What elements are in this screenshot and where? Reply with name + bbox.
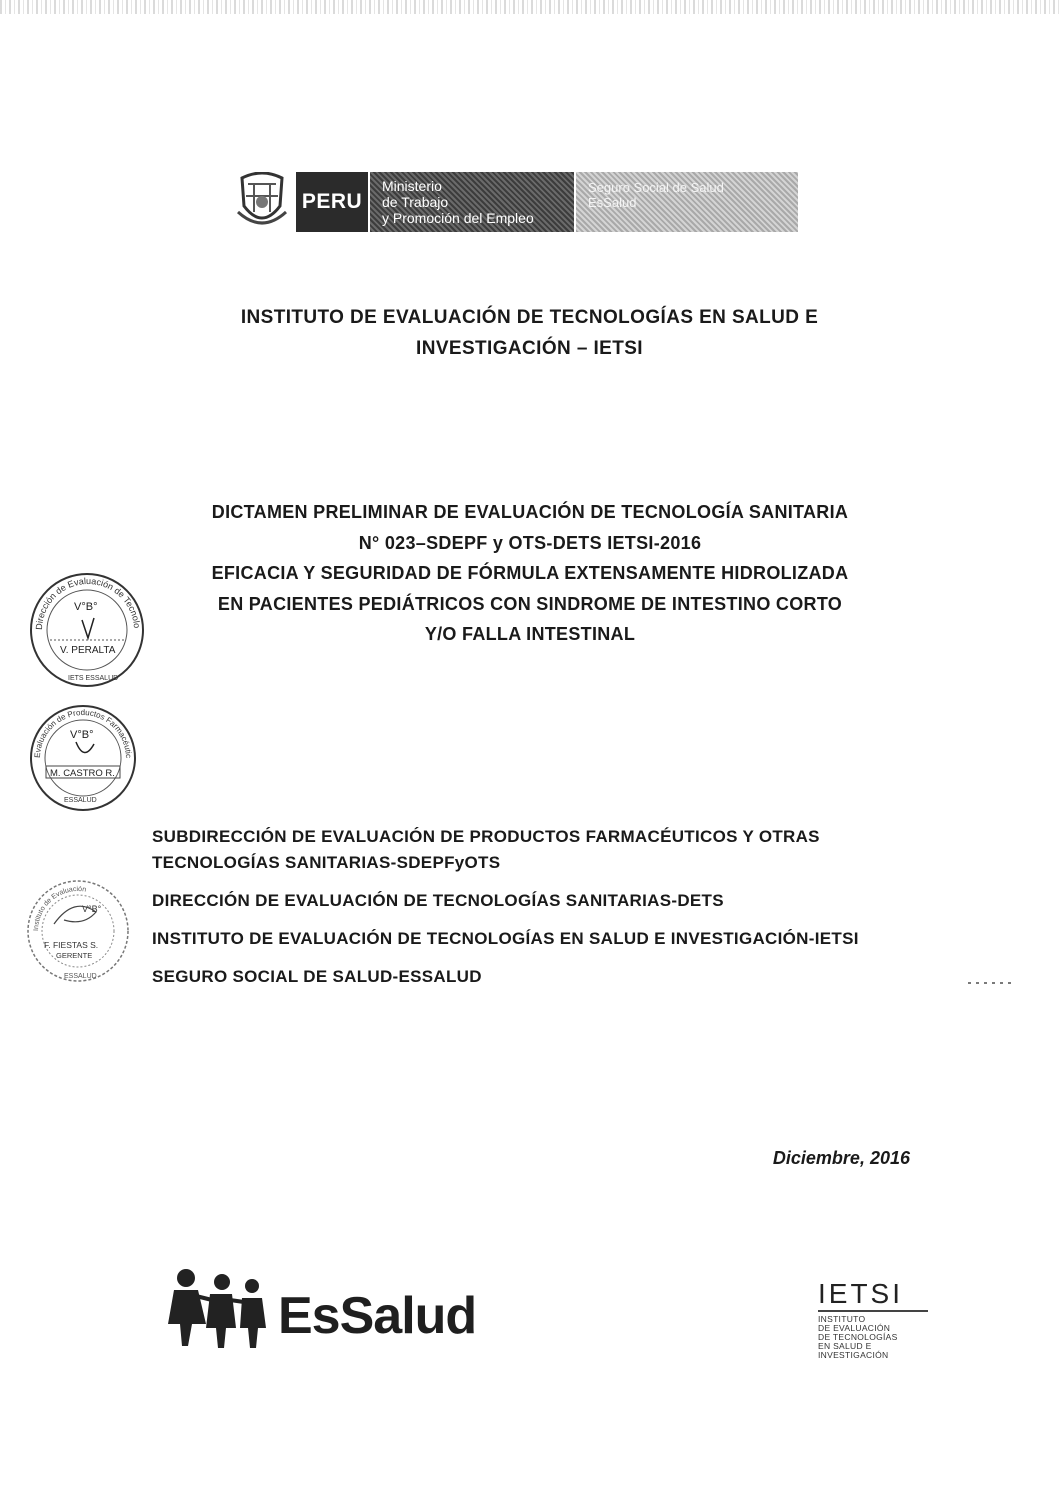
stamp-bottom: ESSALUD	[64, 973, 97, 980]
dictamen-line: EN PACIENTES PEDIÁTRICOS CON SINDROME DE INTESTINO CORTO	[217, 593, 843, 614]
ministry-line: Ministerio	[382, 178, 442, 194]
stamp-ring-text: Instituto de Evaluación	[32, 885, 87, 932]
ietsi-logo	[818, 1280, 928, 1360]
ministry-label	[370, 172, 574, 232]
agency-item: SEGURO SOCIAL DE SALUD-ESSALUD	[152, 967, 482, 986]
stamp-vb: V°B°	[82, 904, 102, 914]
peru-label: PERU	[296, 172, 368, 232]
family-figures-icon	[166, 1264, 278, 1354]
ietsi-rule	[818, 1310, 928, 1312]
institute-title-line: INVESTIGACIÓN – IETSI	[416, 338, 643, 359]
dictamen-line: DICTAMEN PRELIMINAR DE EVALUACIÓN DE TECNOLOGÍA SANITARIA	[211, 502, 849, 522]
institute-title-line: INSTITUTO DE EVALUACIÓN DE TECNOLOGÍAS EN SALUD E	[240, 307, 819, 328]
dictamen-line: Y/O FALLA INTESTINAL	[424, 624, 636, 644]
scan-noise-strip	[0, 0, 1059, 14]
stamp-ring-text: Evaluación de Productos Farmacéutic	[32, 707, 134, 759]
stamp-name: M. CASTRO R.	[50, 768, 115, 779]
ministry-line: de Trabajo	[382, 194, 449, 210]
stamp-bottom: ESSALUD	[64, 797, 97, 804]
dictamen-number: N° 023–SDEPF y OTS-DETS IETSI-2016	[358, 532, 702, 553]
dictamen-line: EFICACIA Y SEGURIDAD DE FÓRMULA EXTENSAMENTE HIDROLIZADA	[211, 563, 849, 583]
stamp-vb: V°B°	[74, 601, 98, 613]
stamp-ring-text: Dirección de Evaluación de Tecnolo	[33, 575, 143, 631]
stamp-name: F. FIESTAS S.	[44, 940, 99, 950]
ietsi-line: INVESTIGACIÓN	[818, 1350, 889, 1360]
agency-item: DIRECCIÓN DE EVALUACIÓN DE TECNOLOGÍAS SANITARIAS-DETS	[152, 891, 724, 910]
institute-title	[0, 302, 1059, 364]
agency-list	[152, 824, 932, 1002]
scan-mark	[968, 982, 1014, 984]
ietsi-line: EN SALUD E	[818, 1341, 872, 1351]
ministry-banner	[234, 160, 798, 232]
coat-of-arms-icon	[234, 172, 290, 232]
entity-label	[576, 172, 798, 232]
ietsi-line: DE EVALUACIÓN	[818, 1323, 891, 1333]
essalud-wordmark: EsSalud	[278, 1287, 477, 1345]
approval-stamp-peralta	[24, 568, 150, 690]
entity-line: Seguro Social de Salud	[588, 180, 724, 195]
approval-stamp-castro	[24, 702, 142, 814]
stamp-vb: V°B°	[70, 729, 94, 741]
stamp-subtitle: GERENTE	[56, 951, 93, 960]
dictamen-title	[60, 497, 1000, 650]
approval-stamp-fiestas	[24, 876, 132, 986]
essalud-logo	[166, 1264, 486, 1354]
ministry-line: y Promoción del Empleo	[382, 210, 534, 226]
document-date: Diciembre, 2016	[772, 1148, 910, 1168]
agency-item: INSTITUTO DE EVALUACIÓN DE TECNOLOGÍAS EN SALUD E INVESTIGACIÓN-IETSI	[152, 929, 859, 948]
stamp-bottom: IETS ESSALUD	[68, 675, 119, 682]
entity-line: EsSalud	[588, 195, 637, 210]
ietsi-line: INSTITUTO	[818, 1314, 866, 1324]
ietsi-line: DE TECNOLOGÍAS	[818, 1332, 898, 1342]
ietsi-wordmark: IETSI	[818, 1278, 904, 1309]
stamp-name: V. PERALTA	[60, 645, 116, 656]
agency-item: SUBDIRECCIÓN DE EVALUACIÓN DE PRODUCTOS FARMACÉUTICOS Y OTRAS TECNOLOGÍAS SANITARIAS-SDEPFyOTS	[152, 827, 820, 872]
